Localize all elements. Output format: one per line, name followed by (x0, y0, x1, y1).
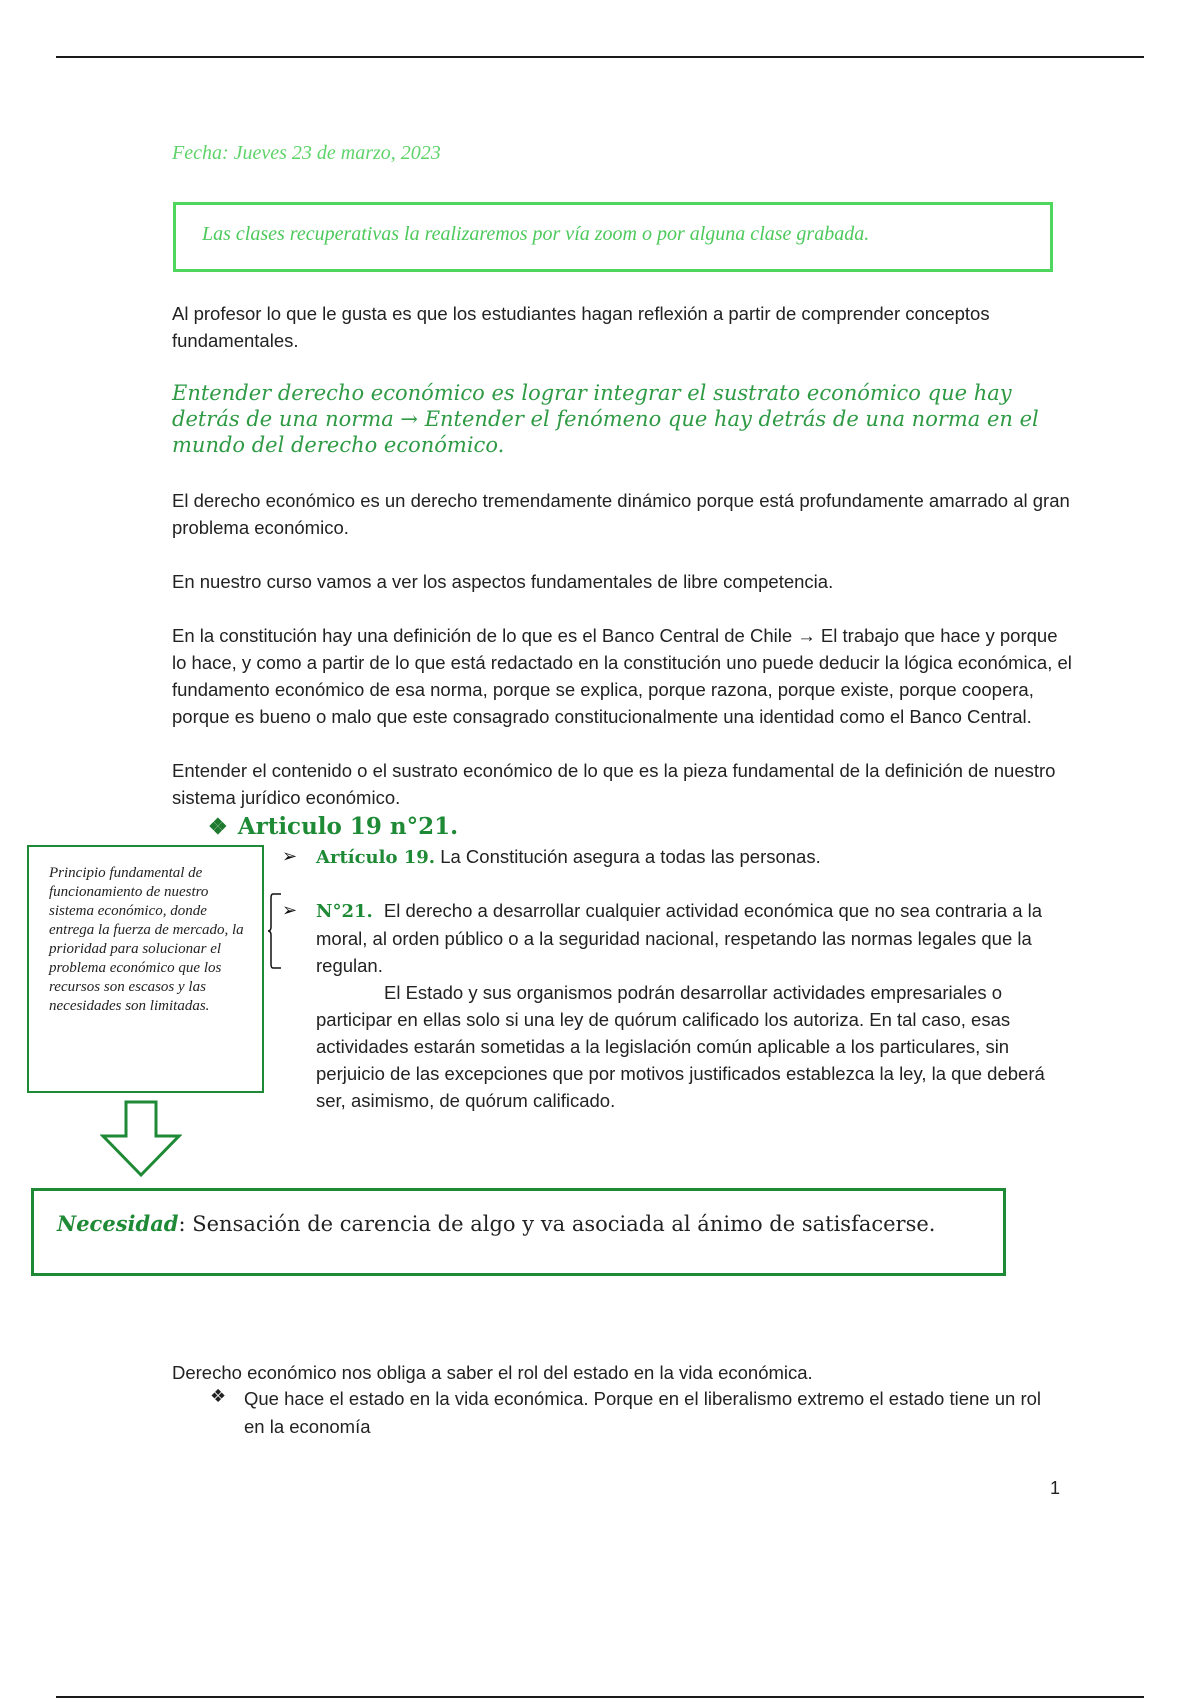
paragraph-contenido: Entender el contenido o el sustrato económico de lo que es la pieza fundamental de la definición de nuestro sistema jurídico económico. (172, 760, 1056, 808)
side-note-text: Principio fundamental de funcionamiento de nuestro sistema económico, donde entrega la fuerza de mercado, la prioridad para solucionar el problema económico que los recursos son escasos y las necesidades son limitadas. (49, 865, 244, 1014)
definition-box (31, 1188, 1006, 1276)
definition-body: : Sensación de carencia de algo y va asociada al ánimo de satisfacerse. (178, 1212, 936, 1236)
paragraph-dinamico: El derecho económico es un derecho tremendamente dinámico porque está profundamente amarrado al gran problema económico. (172, 490, 1070, 538)
arrow-bullet-icon: ➢ (282, 900, 298, 920)
paragraph-constitucion: En la constitución hay una definición de lo que es el Banco Central de Chile → El trabajo que hace y porque lo hace, y como a partir de lo que está redactado en la constitución uno puede deducir la lógica económica, el fundamento económico de esa norma, porque se explica, porque razona, porque existe, porque coopera, porque es bueno o malo que este consagrado constitucionalmente una identidad como el Banco Central. (172, 625, 1072, 727)
paragraph-rol-estado: Derecho económico nos obliga a saber el rol del estado en la vida económica. (172, 1362, 813, 1383)
paragraph-profesor: Al profesor lo que le gusta es que los estudiantes hagan reflexión a partir de comprender conceptos fundamentales. (172, 303, 990, 351)
notice-text: Las clases recuperativas la realizaremos por vía zoom o por alguna clase grabada. (202, 223, 870, 245)
top-rule (56, 56, 1144, 58)
date-line: Fecha: Jueves 23 de marzo, 2023 (172, 142, 441, 164)
article-19-line (316, 843, 1076, 871)
definition-term: Necesidad (57, 1211, 179, 1236)
n21-text: El derecho a desarrollar cualquier actividad económica que no sea contraria a la moral, al orden público o a la seguridad nacional, respetando las normas legales que la regulan. (316, 900, 1043, 976)
article-heading (208, 813, 458, 840)
n21-paragraph (316, 897, 1066, 979)
diamond-bullet-icon: ❖ (208, 814, 228, 840)
n21-paragraph-2: El Estado y sus organismos podrán desarrollar actividades empresariales o participar en ellas solo si una ley de quórum calificado los autoriza. En tal caso, esas actividades estarán sometidas a la legislación común aplicable a los particulares, sin perjuicio de las excepciones que por motivos justificados establezca la ley, la que deberá ser, asimismo, de quórum calificado. (316, 982, 1045, 1111)
diamond-bullet-icon: ❖ (210, 1386, 227, 1406)
arrow-bullet-icon: ➢ (282, 846, 298, 866)
notice-box (173, 202, 1053, 272)
down-arrow-icon (100, 1100, 182, 1178)
page-number: 1 (1050, 1478, 1061, 1498)
article-19-label: Artículo 19. (316, 847, 436, 868)
highlight-quote: Entender derecho económico es lograr integrar el sustrato económico que hay detrás de una norma → Entender el fenómeno que hay detrás de una norma en el mundo del derecho económico. (172, 381, 1039, 457)
bottom-rule (56, 1696, 1144, 1698)
sub-bullet-text: Que hace el estado en la vida económica. Porque en el liberalismo extremo el estado tiene un rol en la economía (244, 1388, 1041, 1437)
definition-text (57, 1211, 935, 1236)
paragraph-curso: En nuestro curso vamos a ver los aspectos fundamentales de libre competencia. (172, 571, 834, 592)
brace-icon (268, 893, 282, 969)
article-19-text: La Constitución asegura a todas las personas. (440, 846, 821, 867)
side-note-box (27, 845, 264, 1093)
article-heading-text: Articulo 19 n°21. (237, 813, 459, 840)
n21-label: N°21. (316, 901, 373, 922)
